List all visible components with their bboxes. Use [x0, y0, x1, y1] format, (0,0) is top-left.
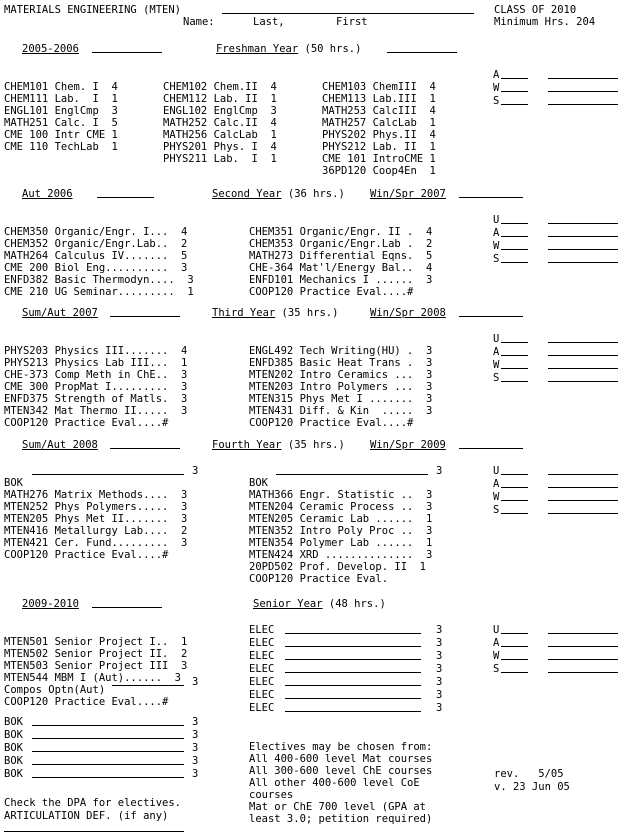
- elec-hours: 3: [436, 702, 443, 714]
- bok-hours: 3: [192, 716, 199, 728]
- elec-hours: 3: [436, 676, 443, 688]
- course-row: BOK: [4, 477, 23, 489]
- year-title-text: Fourth Year: [212, 439, 282, 451]
- course-row: MTEN503 Senior Project III 3: [4, 660, 188, 672]
- course-row: ENFD375 Strength of Matls. 3: [4, 393, 188, 405]
- blank-line[interactable]: [459, 197, 523, 198]
- course-row: MTEN424 XRD .............. 3: [249, 549, 433, 561]
- grade-letter: A: [493, 69, 500, 81]
- elec-line[interactable]: [285, 633, 421, 634]
- name-label: Name:: [183, 16, 215, 28]
- course-row: CHEM353 Organic/Engr.Lab . 2: [249, 238, 433, 250]
- bok-label: BOK: [4, 729, 23, 741]
- grade-line[interactable]: [501, 474, 528, 475]
- term-label: Win/Spr 2008: [370, 307, 446, 319]
- course-row: MATH257 CalcLab 1: [322, 117, 436, 129]
- course-row: COOP120 Practice Eval....#: [249, 286, 414, 298]
- elec-label: ELEC: [249, 676, 275, 688]
- course-row: MTEN342 Mat Thermo II..... 3: [4, 405, 188, 417]
- course-column: [4, 333, 187, 441]
- course-row: COOP120 Practice Eval....#: [4, 549, 169, 561]
- last-label: Last,: [253, 16, 285, 28]
- course-column: [163, 69, 277, 177]
- grade-letter: U: [493, 214, 500, 226]
- year-title: [212, 307, 338, 319]
- grade-line[interactable]: [501, 633, 528, 634]
- blank-line[interactable]: [97, 197, 154, 198]
- grade-line[interactable]: [548, 78, 618, 79]
- elec-label: ELEC: [249, 624, 275, 636]
- course-row: MTEN203 Intro Polymers ... 3: [249, 381, 433, 393]
- blank-line[interactable]: [459, 316, 523, 317]
- blank-line[interactable]: [92, 607, 162, 608]
- course-row: ENGL102 EnglCmp 3: [163, 105, 277, 117]
- course-row: CME 110 TechLab 1: [4, 141, 118, 153]
- blank-line[interactable]: [92, 52, 162, 53]
- course-row: MATH366 Engr. Statistic .. 3: [249, 489, 433, 501]
- bok-line[interactable]: [32, 725, 184, 726]
- grade-letter: S: [493, 504, 500, 516]
- course-row: CHEM352 Organic/Engr.Lab.. 2: [4, 238, 188, 250]
- grade-line[interactable]: [501, 223, 528, 224]
- course-row: CHEM113 Lab.III 1: [322, 93, 436, 105]
- year-title: [212, 439, 345, 451]
- course-row: CHEM102 Chem.II 4: [163, 81, 277, 93]
- course-row: CHEM350 Organic/Engr. I... 4: [4, 226, 188, 238]
- grade-line[interactable]: [501, 513, 528, 514]
- grade-line[interactable]: [548, 659, 618, 660]
- course-row: CHEM111 Lab. I 1: [4, 93, 118, 105]
- elec-hours: 3: [436, 650, 443, 662]
- note-line: courses: [249, 789, 294, 801]
- name-line[interactable]: [222, 13, 474, 14]
- course-row: COOP120 Practice Eval.: [249, 573, 389, 585]
- articulation-line[interactable]: [4, 831, 184, 832]
- grade-letter: A: [493, 478, 500, 490]
- grade-line[interactable]: [548, 513, 618, 514]
- grade-line[interactable]: [548, 368, 618, 369]
- year-hours: (36 hrs.): [287, 188, 345, 200]
- elec-line[interactable]: [285, 659, 421, 660]
- bok-line[interactable]: [276, 474, 428, 475]
- grade-letter: U: [493, 465, 500, 477]
- course-column: [249, 465, 432, 597]
- course-row: PHYS202 Phys.II 4: [322, 129, 436, 141]
- elec-label: ELEC: [249, 637, 275, 649]
- grade-line[interactable]: [501, 78, 528, 79]
- year-title-text: Third Year: [212, 307, 276, 319]
- grade-line[interactable]: [548, 262, 618, 263]
- term-label: Win/Spr 2009: [370, 439, 446, 451]
- bok-line[interactable]: [32, 751, 184, 752]
- course-row: ENFD385 Basic Heat Trans . 3: [249, 357, 433, 369]
- course-column: [4, 214, 194, 310]
- course-column: [4, 69, 118, 165]
- course-row: PHYS212 Lab. II 1: [322, 141, 436, 153]
- grade-letter: A: [493, 637, 500, 649]
- course-row: MTEN502 Senior Project II. 2: [4, 648, 188, 660]
- course-row: CHEM351 Organic/Engr. II . 4: [249, 226, 433, 238]
- note-line: All 300-600 level ChE courses: [249, 765, 433, 777]
- course-row: MATH273 Differential Eqns. 5: [249, 250, 433, 262]
- course-row: CHEM112 Lab. II 1: [163, 93, 277, 105]
- course-row: MTEN354 Polymer Lab ...... 1: [249, 537, 433, 549]
- course-row: MTEN501 Senior Project I.. 1: [4, 636, 188, 648]
- course-row: MATH264 Calculus IV....... 5: [4, 250, 188, 262]
- bok-hours: 3: [192, 755, 199, 767]
- grade-line[interactable]: [501, 368, 528, 369]
- course-row: MATH256 CalcLab 1: [163, 129, 277, 141]
- bok-label: BOK: [4, 768, 23, 780]
- course-row: Compos Optn(Aut): [4, 684, 106, 696]
- electives-note: [249, 729, 432, 837]
- course-row: CME 200 Biol Eng.......... 3: [4, 262, 188, 274]
- year-hours: (35 hrs.): [281, 307, 339, 319]
- course-row: MATH252 Calc.II 4: [163, 117, 277, 129]
- term-label: Win/Spr 2007: [370, 188, 446, 200]
- grade-line[interactable]: [501, 249, 528, 250]
- term-label: Sum/Aut 2008: [22, 439, 98, 451]
- course-row: MTEN421 Cer. Fund......... 3: [4, 537, 188, 549]
- course-column: [4, 465, 187, 573]
- grade-letter: S: [493, 663, 500, 675]
- grade-letter: W: [493, 82, 500, 94]
- grade-line[interactable]: [501, 381, 528, 382]
- grade-line[interactable]: [548, 355, 618, 356]
- grade-letter: U: [493, 333, 500, 345]
- grade-line[interactable]: [501, 236, 528, 237]
- grade-line[interactable]: [548, 474, 618, 475]
- year-title: [216, 43, 361, 55]
- course-row: COOP120 Practice Eval....#: [4, 417, 169, 429]
- grade-line[interactable]: [548, 249, 618, 250]
- course-row: MATH276 Matrix Methods.... 3: [4, 489, 188, 501]
- course-row: MTEN416 Metallurgy Lab.... 2: [4, 525, 188, 537]
- course-row: PHYS203 Physics III....... 4: [4, 345, 188, 357]
- footer-dpa: Check the DPA for electives.: [4, 797, 182, 809]
- grade-line[interactable]: [501, 104, 528, 105]
- bok-hours: 3: [192, 768, 199, 780]
- version: v. 23 Jun 05: [494, 781, 570, 793]
- note-line: All 400-600 level Mat courses: [249, 753, 433, 765]
- grade-letter: A: [493, 346, 500, 358]
- term-label: Aut 2006: [22, 188, 73, 200]
- elec-hours: 3: [436, 663, 443, 675]
- first-label: First: [336, 16, 368, 28]
- bok-hours: 3: [436, 465, 443, 477]
- year-title-text: Freshman Year: [216, 43, 299, 55]
- grade-line[interactable]: [501, 659, 528, 660]
- note-line: Mat or ChE 700 level (GPA at: [249, 801, 427, 813]
- course-row: CHEM103 ChemIII 4: [322, 81, 436, 93]
- bok-label: BOK: [4, 716, 23, 728]
- grade-line[interactable]: [548, 633, 618, 634]
- grade-letter: S: [493, 253, 500, 265]
- class-of: CLASS OF 2010: [494, 4, 577, 16]
- elec-line[interactable]: [285, 698, 421, 699]
- grade-line[interactable]: [548, 104, 618, 105]
- term-label: 2005-2006: [22, 43, 79, 55]
- course-row: COOP120 Practice Eval....#: [4, 696, 169, 708]
- grade-letter: W: [493, 240, 500, 252]
- course-row: MTEN352 Intro Poly Proc .. 3: [249, 525, 433, 537]
- grade-letter: A: [493, 227, 500, 239]
- grade-line[interactable]: [548, 236, 618, 237]
- grade-line[interactable]: [548, 646, 618, 647]
- elec-hours: 3: [436, 624, 443, 636]
- term-label: 2009-2010: [22, 598, 79, 610]
- elec-line[interactable]: [285, 672, 421, 673]
- term-label: Sum/Aut 2007: [22, 307, 98, 319]
- year-title: [212, 188, 345, 200]
- bok-label: BOK: [4, 755, 23, 767]
- course-row: MATH251 Calc. I 5: [4, 117, 118, 129]
- course-row: ENGL492 Tech Writing(HU) . 3: [249, 345, 433, 357]
- course-row: CME 100 Intr CME 1: [4, 129, 118, 141]
- elec-label: ELEC: [249, 689, 275, 701]
- note-line: All other 400-600 level CoE: [249, 777, 420, 789]
- blank-line[interactable]: [387, 52, 457, 53]
- year-title-text: Senior Year: [253, 598, 323, 610]
- elec-line[interactable]: [285, 685, 421, 686]
- elec-hours: 3: [436, 689, 443, 701]
- course-row: CME 101 IntroCME 1: [322, 153, 436, 165]
- grade-line[interactable]: [548, 500, 618, 501]
- grade-line[interactable]: [501, 355, 528, 356]
- blank-line[interactable]: [110, 316, 180, 317]
- course-column: [322, 69, 436, 189]
- blank-line[interactable]: [459, 448, 523, 449]
- bok-hours: 3: [192, 729, 199, 741]
- blank-line[interactable]: [110, 448, 180, 449]
- minimum-hours: Minimum Hrs. 204: [494, 16, 596, 28]
- bok-hours: 3: [192, 742, 199, 754]
- year-hours: (50 hrs.): [304, 43, 362, 55]
- elec-label: ELEC: [249, 650, 275, 662]
- course-row: BOK: [249, 477, 268, 489]
- note-line: Electives may be chosen from:: [249, 741, 433, 753]
- elec-label: ELEC: [249, 702, 275, 714]
- bok-hours: 3: [192, 465, 199, 477]
- course-row: COOP120 Practice Eval....#: [249, 417, 414, 429]
- bok-line[interactable]: [32, 738, 184, 739]
- revision: rev. 5/05: [494, 768, 564, 780]
- course-row: ENFD382 Basic Thermodyn.... 3: [4, 274, 194, 286]
- grade-letter: W: [493, 491, 500, 503]
- grade-letter: W: [493, 359, 500, 371]
- grade-letter: U: [493, 624, 500, 636]
- compos-line[interactable]: [112, 685, 184, 686]
- elec-line[interactable]: [285, 711, 421, 712]
- year-title-text: Second Year: [212, 188, 282, 200]
- course-row: CME 210 UG Seminar......... 1: [4, 286, 194, 298]
- course-row: MTEN205 Phys Met II....... 3: [4, 513, 188, 525]
- grade-line[interactable]: [548, 342, 618, 343]
- course-row: PHYS201 Phys. I 4: [163, 141, 277, 153]
- grade-line[interactable]: [548, 672, 618, 673]
- course-row: 20PD502 Prof. Develop. II 1: [249, 561, 427, 573]
- grade-line[interactable]: [501, 262, 528, 263]
- grade-line[interactable]: [501, 500, 528, 501]
- course-row: MTEN202 Intro Ceramics ... 3: [249, 369, 433, 381]
- bok-line[interactable]: [32, 764, 184, 765]
- course-row: MATH253 CalcIII 4: [322, 105, 436, 117]
- year-title: [253, 598, 386, 610]
- elec-label: ELEC: [249, 663, 275, 675]
- course-row: MTEN205 Ceramic Lab ...... 1: [249, 513, 433, 525]
- course-row: ENFD101 Mechanics I ...... 3: [249, 274, 433, 286]
- course-row: MTEN204 Ceramic Process .. 3: [249, 501, 433, 513]
- note-line: least 3.0; petition required): [249, 813, 433, 825]
- course-row: MTEN431 Diff. & Kin ..... 3: [249, 405, 433, 417]
- compos-hours: 3: [192, 676, 199, 688]
- course-row: CHEM101 Chem. I 4: [4, 81, 118, 93]
- grade-line[interactable]: [501, 91, 528, 92]
- course-row: ENGL101 EnglCmp 3: [4, 105, 118, 117]
- course-row: CHE-373 Comp Meth in ChE.. 3: [4, 369, 188, 381]
- course-row: CHE-364 Mat'l/Energy Bal.. 4: [249, 262, 433, 274]
- grade-line[interactable]: [548, 487, 618, 488]
- program-title: MATERIALS ENGINEERING (MTEN): [4, 4, 182, 16]
- course-row: MTEN544 MBM I (Aut)...... 3: [4, 672, 182, 684]
- course-column: [4, 624, 187, 720]
- grade-letter: S: [493, 372, 500, 384]
- year-hours: (35 hrs.): [287, 439, 345, 451]
- grade-line[interactable]: [501, 342, 528, 343]
- grade-letter: W: [493, 650, 500, 662]
- grade-letter: S: [493, 95, 500, 107]
- elec-line[interactable]: [285, 646, 421, 647]
- elec-hours: 3: [436, 637, 443, 649]
- course-column: [249, 214, 432, 310]
- year-hours: (48 hrs.): [328, 598, 386, 610]
- course-column: [249, 333, 432, 441]
- course-row: MTEN252 Phys Polymers..... 3: [4, 501, 188, 513]
- course-row: PHYS213 Physics Lab III... 1: [4, 357, 188, 369]
- grade-line[interactable]: [548, 91, 618, 92]
- bok-line[interactable]: [32, 777, 184, 778]
- course-row: MTEN315 Phys Met I ....... 3: [249, 393, 433, 405]
- course-row: CME 300 PropMat I......... 3: [4, 381, 188, 393]
- grade-line[interactable]: [501, 646, 528, 647]
- grade-line[interactable]: [548, 223, 618, 224]
- bok-label: BOK: [4, 742, 23, 754]
- bok-line[interactable]: [32, 474, 184, 475]
- grade-line[interactable]: [501, 487, 528, 488]
- course-row: 36PD120 Coop4En 1: [322, 165, 436, 177]
- grade-line[interactable]: [548, 381, 618, 382]
- grade-line[interactable]: [501, 672, 528, 673]
- footer-articulation: ARTICULATION DEF. (if any): [4, 810, 169, 822]
- course-row: PHYS211 Lab. I 1: [163, 153, 277, 165]
